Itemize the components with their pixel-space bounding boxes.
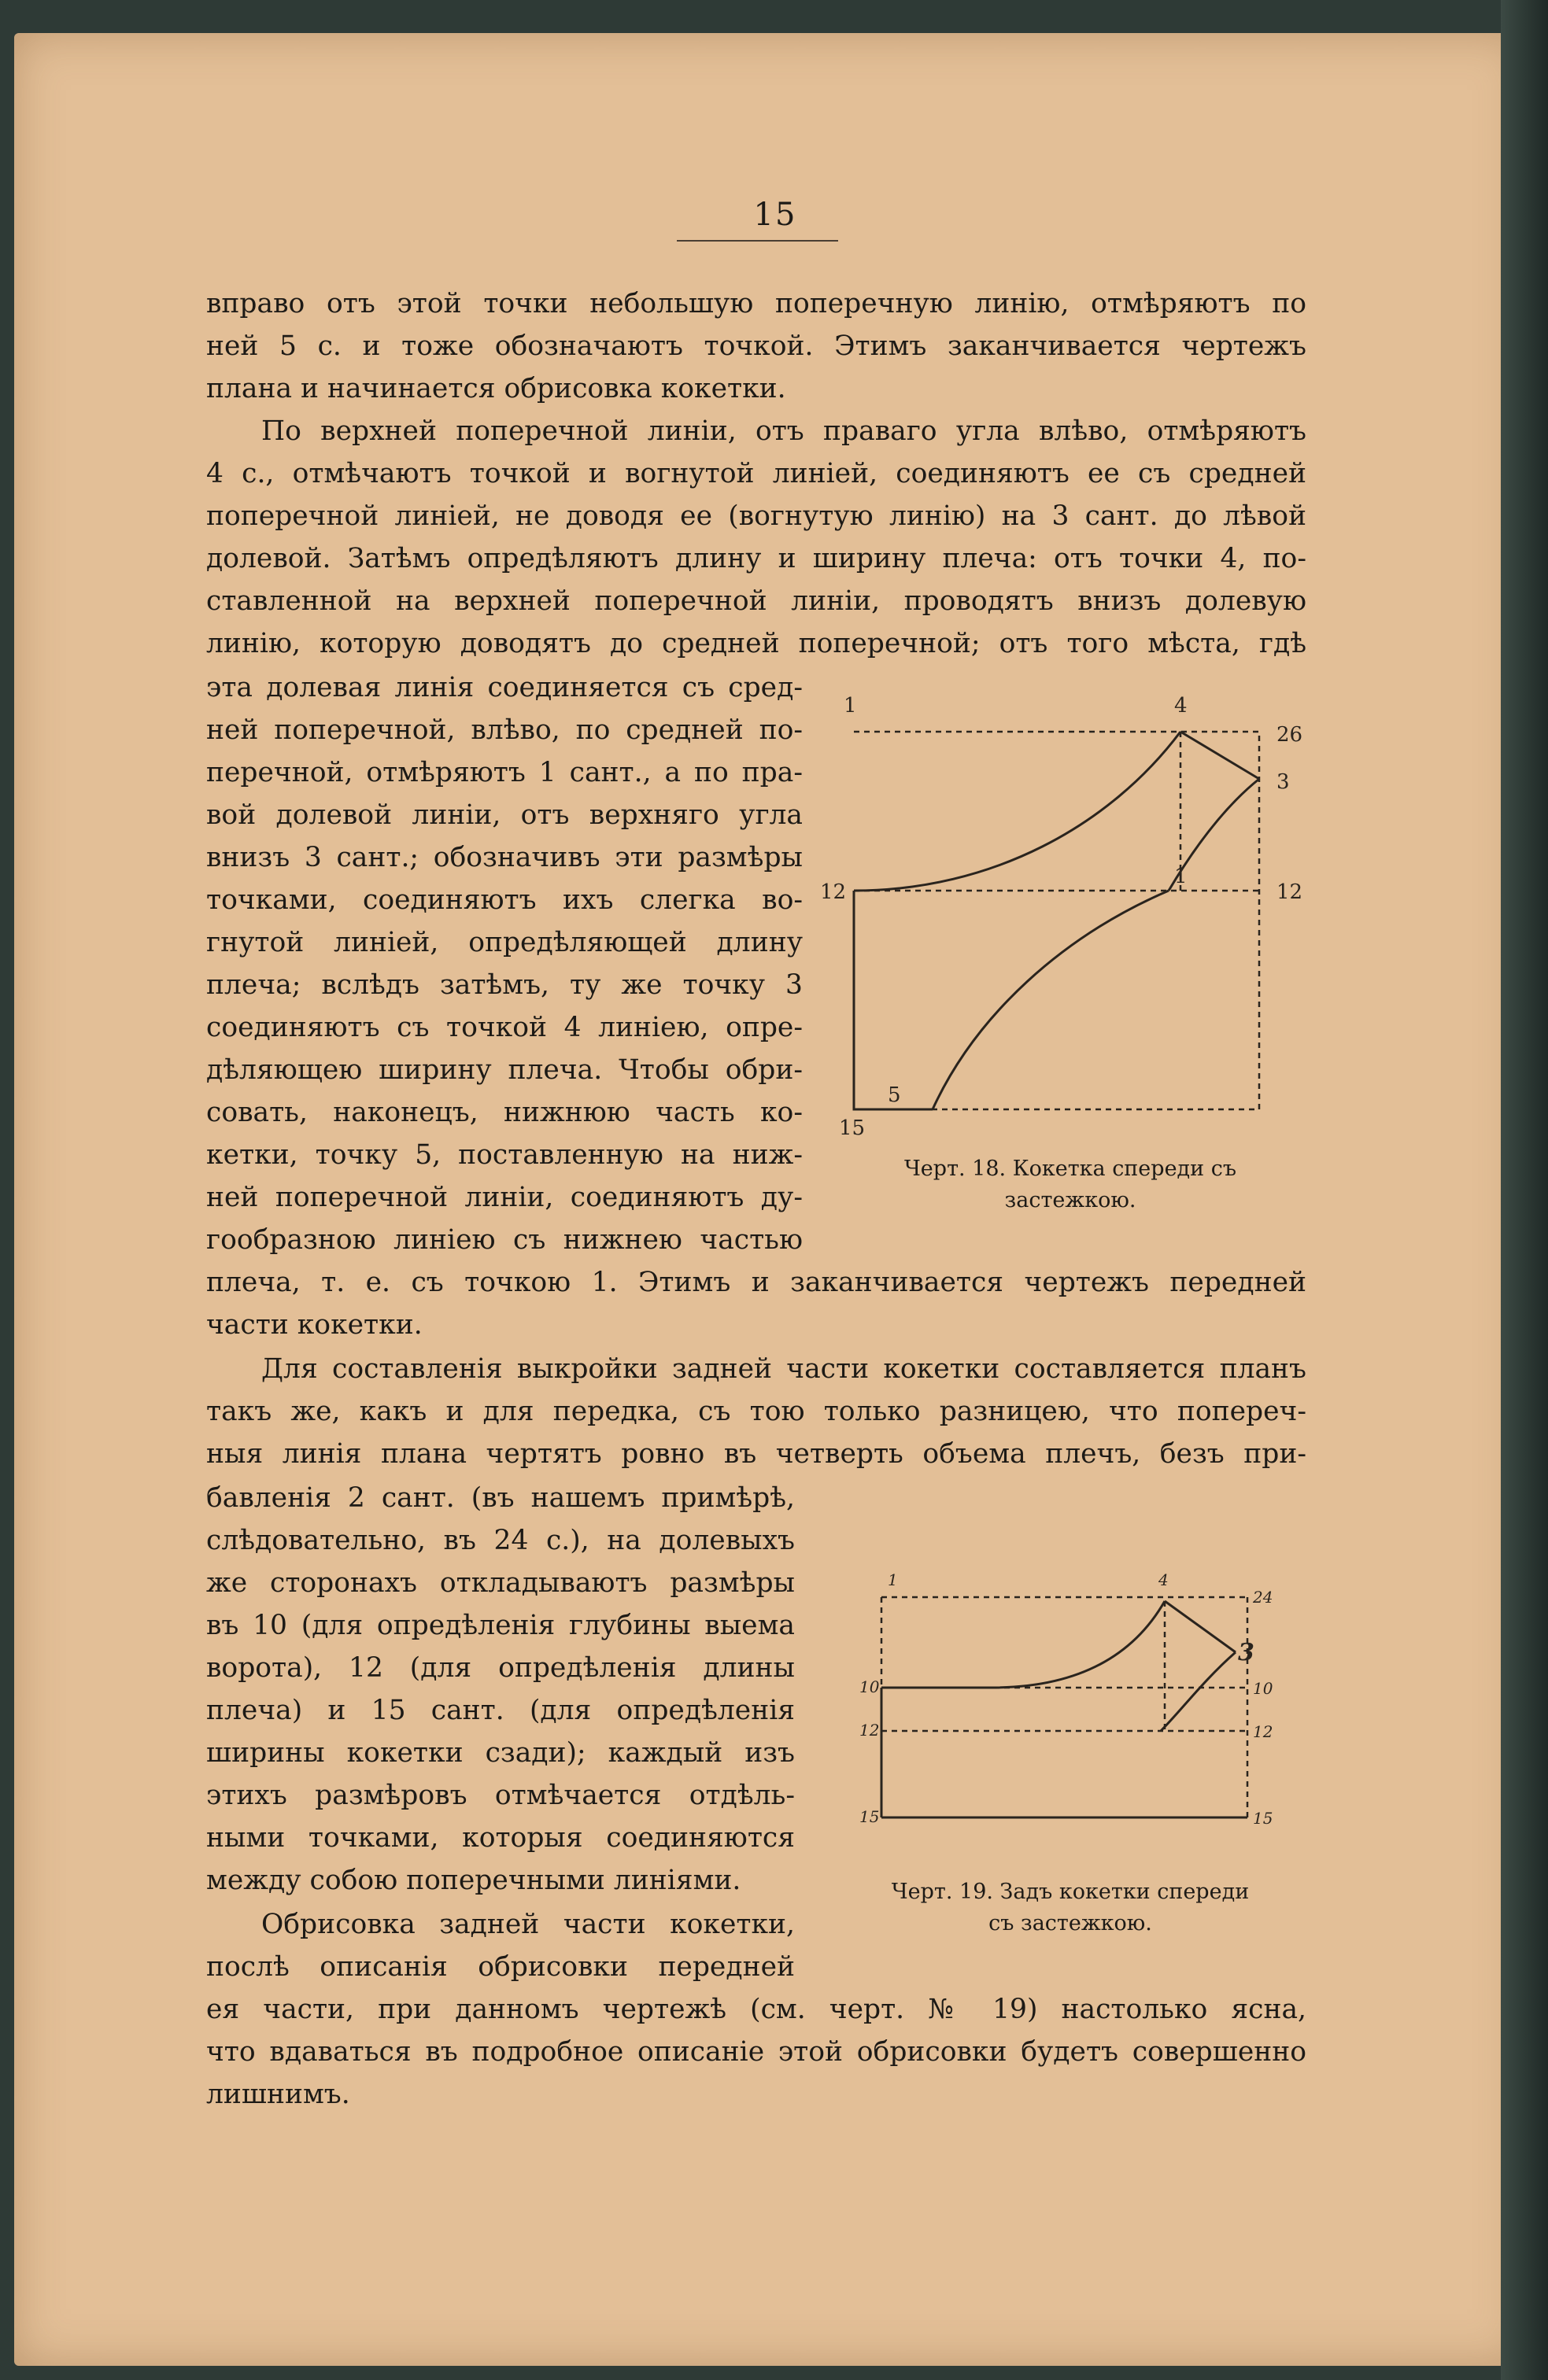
paragraph-3-narrow-line-6: плеча) и 15 сант. (для опредѣленія <box>206 1695 795 1726</box>
paragraph-4-line-2: что вдаваться въ подробное описаніе этой обрисовки будетъ совершенно <box>206 2036 1306 2068</box>
fig18-label-4: 4 <box>1174 694 1188 718</box>
paragraph-3-line-2: такъ же, какъ и для передка, съ тою только разницею, что попереч- <box>206 1396 1306 1427</box>
paragraph-2-narrow-line-5: внизъ 3 сант.; обозначивъ эти размѣры <box>206 842 803 873</box>
fig19-label-3: 3 <box>1238 1639 1254 1666</box>
paragraph-3-narrow-line-10: между собою поперечными линіями. <box>206 1865 741 1896</box>
paragraph-2-line-7: плеча, т. е. съ точкою 1. Этимъ и заканчивается чертежъ передней <box>206 1267 1306 1298</box>
paragraph-2-narrow-line-2: ней поперечной, влѣво, по средней по- <box>206 714 803 746</box>
paragraph-3-narrow-line-7: ширины кокетки сзади); каждый изъ <box>206 1737 795 1769</box>
paragraph-2-narrow-line-12: кетки, точку 5, поставленную на ниж- <box>206 1139 803 1171</box>
page-number-rule <box>677 240 838 242</box>
paragraph-2-narrow-line-7: гнутой линіей, опредѣляющей длину <box>206 927 803 958</box>
paragraph-2-narrow-line-6: точками, соединяютъ ихъ слегка во- <box>206 884 803 916</box>
paragraph-1-line-1: вправо отъ этой точки небольшую поперечную линію, отмѣряютъ по <box>206 288 1306 319</box>
paragraph-2-narrow-line-8: плеча; вслѣдъ затѣмъ, ту же точку 3 <box>206 969 803 1001</box>
paragraph-3-line-1: Для составленія выкройки задней части кокетки составляется планъ <box>261 1353 1306 1385</box>
fig18-label-1-small: 1 <box>1174 865 1188 888</box>
fig18-shoulder-width-line <box>1180 732 1259 779</box>
paragraph-2-narrow-line-9: соединяютъ съ точкой 4 линіею, опре- <box>206 1012 803 1043</box>
paragraph-2-line-3: поперечной линіей, не доводя ее (вогнутую линію) на 3 сант. до лѣвой <box>206 500 1306 532</box>
paragraph-2-line-6: линію, которую доводятъ до средней поперечной; отъ того мѣста, гдѣ <box>206 628 1306 659</box>
fig19-label-10-left: 10 <box>859 1677 880 1696</box>
fig18-plan-rectangle <box>854 732 1259 1109</box>
paragraph-2-line-8: части кокетки. <box>206 1309 423 1341</box>
paragraph-3-narrow-line-8: этихъ размѣровъ отмѣчается отдѣль- <box>206 1780 795 1811</box>
paragraph-2-narrow-line-10: дѣляющею ширину плеча. Чтобы обри- <box>206 1054 803 1086</box>
book-spine <box>1501 0 1548 2380</box>
fig18-label-12-left: 12 <box>820 880 847 904</box>
figure-18-caption-line-1: Черт. 18. Кокетка спереди съ <box>903 1157 1237 1181</box>
paragraph-3-narrow-line-2: слѣдовательно, въ 24 с.), на долевыхъ <box>206 1525 795 1556</box>
page-number: 15 <box>753 197 797 233</box>
fig19-label-12-right: 12 <box>1253 1722 1273 1741</box>
fig18-label-3: 3 <box>1276 770 1290 794</box>
figure-19-caption-line-2: съ застежкою. <box>988 1911 1152 1935</box>
paragraph-3-narrow-line-4: въ 10 (для опредѣленія глубины выема <box>206 1610 795 1641</box>
paragraph-2-line-2: 4 с., отмѣчаютъ точкой и вогнутой линіей, соединяютъ ее съ средней <box>206 458 1306 489</box>
figure-19-diagram <box>850 1562 1291 1833</box>
paragraph-4-narrow-line-1: Обрисовка задней части кокетки, <box>261 1909 795 1940</box>
fig19-label-15-right: 15 <box>1253 1809 1273 1828</box>
fig18-label-15: 15 <box>839 1116 866 1140</box>
fig18-label-1: 1 <box>844 694 857 718</box>
paragraph-3-narrow-line-5: ворота), 12 (для опредѣленія длины <box>206 1652 795 1684</box>
paragraph-2-line-5: ставленной на верхней поперечной линіи, проводятъ внизъ долевую <box>206 585 1306 617</box>
paragraph-1-line-2: ней 5 с. и тоже обозначаютъ точкой. Этимъ заканчивается чертежъ <box>206 330 1306 362</box>
fig19-label-4: 4 <box>1158 1570 1169 1589</box>
fig18-solid-lower-edge <box>854 891 933 1109</box>
figure-18-caption-line-2: застежкою. <box>1004 1188 1136 1212</box>
fig18-label-5: 5 <box>888 1083 901 1107</box>
fig19-label-12-left: 12 <box>859 1721 880 1740</box>
fig19-label-10-right: 10 <box>1253 1679 1273 1698</box>
paragraph-3-line-3: ныя линія плана чертятъ ровно въ четверть объема плечъ, безъ при- <box>206 1438 1306 1470</box>
paragraph-2-narrow-line-1: эта долевая линія соединяется съ сред- <box>206 672 803 703</box>
fig19-label-24: 24 <box>1253 1588 1273 1607</box>
paragraph-2-narrow-line-11: совать, наконецъ, нижнюю часть ко- <box>206 1097 803 1128</box>
paragraph-2-line-4: долевой. Затѣмъ опредѣляютъ длину и ширину плеча: отъ точки 4, по- <box>206 543 1306 574</box>
fig18-label-26: 26 <box>1276 723 1303 747</box>
paragraph-3-narrow-line-9: ными точками, которыя соединяются <box>206 1822 795 1854</box>
paragraph-4-line-3: лишнимъ. <box>206 2079 350 2110</box>
paragraph-2-narrow-line-4: вой долевой линіи, отъ верхняго угла <box>206 799 803 831</box>
paragraph-2-narrow-line-13: ней поперечной линіи, соединяютъ ду- <box>206 1182 803 1213</box>
paragraph-2-narrow-line-3: перечной, отмѣряютъ 1 сант., а по пра- <box>206 757 803 788</box>
fig19-shoulder-length-curve <box>1161 1652 1236 1731</box>
fig18-lower-curve <box>933 891 1169 1109</box>
paragraph-4-line-1: ея части, при данномъ чертежѣ (см. черт. № 19) настолько ясна, <box>206 1994 1306 2025</box>
paragraph-4-narrow-line-2: послѣ описанія обрисовки передней <box>206 1951 795 1983</box>
paragraph-2-line-1: По верхней поперечной линіи, отъ праваго угла влѣво, отмѣряютъ <box>261 415 1306 447</box>
fig18-neckline-curve <box>854 732 1180 891</box>
fig19-shoulder-width-line <box>1165 1601 1236 1652</box>
paragraph-2-narrow-line-14: гообразною линіею съ нижнею частью <box>206 1224 803 1256</box>
figure-19-caption-line-1: Черт. 19. Задъ кокетки спереди <box>891 1880 1250 1904</box>
fig19-label-1: 1 <box>888 1570 898 1589</box>
fig19-label-15-left: 15 <box>859 1807 880 1826</box>
paragraph-1-line-3: плана и начинается обрисовка кокетки. <box>206 373 786 404</box>
paragraph-3-narrow-line-3: же сторонахъ откладываютъ размѣры <box>206 1567 795 1599</box>
paragraph-3-narrow-line-1: бавленія 2 сант. (въ нашемъ примѣрѣ, <box>206 1482 795 1514</box>
fig19-neckline-curve <box>881 1601 1165 1688</box>
figure-18-diagram <box>811 684 1314 1141</box>
fig18-label-12-right: 12 <box>1276 880 1303 904</box>
